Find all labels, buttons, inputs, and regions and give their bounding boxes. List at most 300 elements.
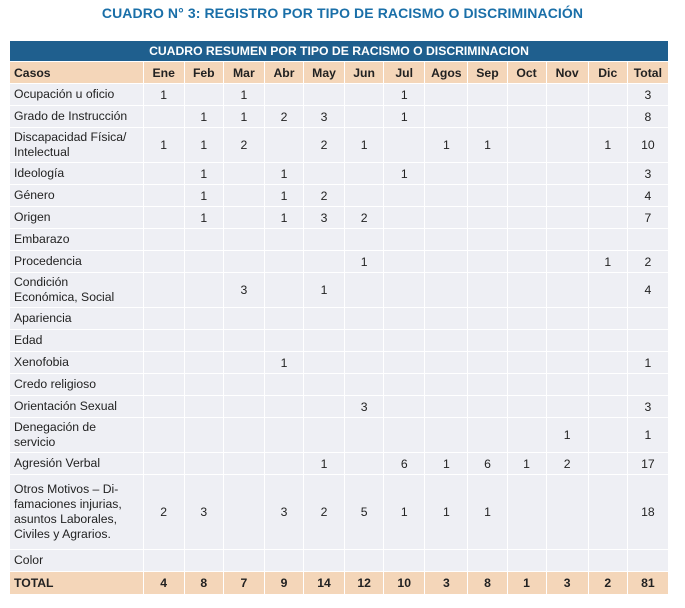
month-cell: 1 (588, 128, 627, 163)
row-total-cell: 2 (627, 251, 668, 273)
month-cell (468, 106, 507, 128)
month-cell (184, 84, 223, 106)
grand-total-cell: 81 (627, 572, 668, 595)
month-cell: 1 (468, 128, 507, 163)
month-cell (468, 229, 507, 251)
table-row (10, 163, 669, 185)
month-cell (425, 106, 468, 128)
table-row (10, 453, 669, 475)
header-row (10, 62, 669, 84)
row-label: Ideología (10, 163, 144, 185)
total-cell: 4 (143, 572, 184, 595)
month-cell (384, 273, 425, 308)
month-cell (223, 308, 264, 330)
month-cell (223, 251, 264, 273)
month-cell (507, 550, 546, 572)
month-cell (384, 229, 425, 251)
total-cell: 3 (425, 572, 468, 595)
row-label: Embarazo (10, 229, 144, 251)
month-cell (184, 308, 223, 330)
month-cell: 1 (184, 207, 223, 229)
month-cell (184, 273, 223, 308)
table-row (10, 84, 669, 106)
row-label: Discapacidad Física/ Intelectual (10, 128, 144, 163)
table-row (10, 106, 669, 128)
month-cell (345, 352, 384, 374)
month-cell (468, 273, 507, 308)
month-cell (303, 251, 344, 273)
month-cell (384, 418, 425, 453)
month-cell: 3 (264, 475, 303, 550)
month-cell (184, 418, 223, 453)
month-cell (303, 163, 344, 185)
month-cell (507, 374, 546, 396)
month-cell: 1 (384, 475, 425, 550)
row-total-cell: 3 (627, 396, 668, 418)
month-cell: 2 (143, 475, 184, 550)
month-cell: 1 (384, 106, 425, 128)
month-cell (588, 396, 627, 418)
month-cell (384, 396, 425, 418)
month-cell (546, 475, 588, 550)
month-cell (425, 207, 468, 229)
row-label: Apariencia (10, 308, 144, 330)
column-header: Dic (588, 62, 627, 84)
month-cell (546, 84, 588, 106)
month-cell (588, 308, 627, 330)
month-cell: 1 (588, 251, 627, 273)
month-cell: 6 (468, 453, 507, 475)
month-cell: 1 (264, 352, 303, 374)
table-row (10, 128, 669, 163)
row-total-cell: 7 (627, 207, 668, 229)
month-cell (223, 475, 264, 550)
month-cell (507, 128, 546, 163)
month-cell (468, 251, 507, 273)
month-cell (384, 330, 425, 352)
month-cell (384, 352, 425, 374)
month-cell (303, 396, 344, 418)
month-cell (507, 185, 546, 207)
row-total-cell: 18 (627, 475, 668, 550)
row-total-cell (627, 308, 668, 330)
table-row (10, 229, 669, 251)
total-cell: 8 (184, 572, 223, 595)
month-cell (184, 251, 223, 273)
month-cell: 1 (184, 128, 223, 163)
month-cell (345, 84, 384, 106)
month-cell (507, 273, 546, 308)
month-cell (425, 84, 468, 106)
month-cell: 1 (384, 163, 425, 185)
month-cell (184, 352, 223, 374)
month-cell (384, 308, 425, 330)
month-cell (507, 163, 546, 185)
total-cell: 9 (264, 572, 303, 595)
month-cell (384, 374, 425, 396)
month-cell (143, 273, 184, 308)
month-cell: 1 (345, 128, 384, 163)
summary-table (9, 40, 669, 595)
month-cell (184, 374, 223, 396)
column-header: Jun (345, 62, 384, 84)
column-header: Feb (184, 62, 223, 84)
row-total-cell (627, 374, 668, 396)
month-cell (345, 453, 384, 475)
month-cell (143, 374, 184, 396)
row-total-cell (627, 330, 668, 352)
month-cell: 1 (184, 185, 223, 207)
total-row (10, 572, 669, 595)
column-header-casos: Casos (10, 62, 144, 84)
month-cell (143, 207, 184, 229)
month-cell (223, 374, 264, 396)
total-cell: 7 (223, 572, 264, 595)
row-label: Origen (10, 207, 144, 229)
month-cell: 6 (384, 453, 425, 475)
month-cell: 1 (303, 273, 344, 308)
month-cell (143, 550, 184, 572)
table-row (10, 308, 669, 330)
column-header: Total (627, 62, 668, 84)
row-label: Color (10, 550, 144, 572)
month-cell: 1 (345, 251, 384, 273)
month-cell: 1 (425, 128, 468, 163)
row-label: Edad (10, 330, 144, 352)
month-cell: 1 (384, 84, 425, 106)
month-cell (264, 330, 303, 352)
month-cell (223, 185, 264, 207)
month-cell (143, 396, 184, 418)
row-total-cell: 3 (627, 84, 668, 106)
month-cell (588, 185, 627, 207)
month-cell (425, 308, 468, 330)
table-row (10, 352, 669, 374)
month-cell (588, 273, 627, 308)
table-row (10, 550, 669, 572)
row-total-cell: 17 (627, 453, 668, 475)
month-cell (143, 330, 184, 352)
month-cell: 1 (184, 163, 223, 185)
month-cell (143, 308, 184, 330)
month-cell (184, 453, 223, 475)
month-cell: 1 (507, 453, 546, 475)
month-cell (546, 207, 588, 229)
table-row (10, 185, 669, 207)
table-row (10, 251, 669, 273)
month-cell (546, 273, 588, 308)
month-cell (264, 251, 303, 273)
month-cell (143, 106, 184, 128)
month-cell (303, 84, 344, 106)
month-cell: 1 (143, 128, 184, 163)
month-cell (223, 396, 264, 418)
month-cell (345, 185, 384, 207)
row-label: Otros Motivos – Di- famaciones injurias, asuntos Laborales, Civiles y Agrarios. (10, 475, 144, 550)
month-cell (425, 229, 468, 251)
month-cell (546, 128, 588, 163)
month-cell (588, 330, 627, 352)
table-body (10, 84, 669, 572)
month-cell (384, 128, 425, 163)
month-cell (264, 418, 303, 453)
month-cell (384, 185, 425, 207)
table-row (10, 374, 669, 396)
column-header: Ene (143, 62, 184, 84)
total-cell: 2 (588, 572, 627, 595)
month-cell: 2 (546, 453, 588, 475)
month-cell: 2 (223, 128, 264, 163)
row-total-cell: 10 (627, 128, 668, 163)
month-cell: 5 (345, 475, 384, 550)
month-cell: 3 (345, 396, 384, 418)
month-cell (468, 84, 507, 106)
month-cell (303, 374, 344, 396)
month-cell (303, 229, 344, 251)
month-cell (507, 418, 546, 453)
month-cell (264, 128, 303, 163)
month-cell (546, 352, 588, 374)
month-cell: 1 (223, 84, 264, 106)
month-cell (507, 84, 546, 106)
month-cell (588, 453, 627, 475)
month-cell (507, 207, 546, 229)
month-cell (384, 550, 425, 572)
row-label: Agresión Verbal (10, 453, 144, 475)
month-cell (468, 163, 507, 185)
total-cell: 10 (384, 572, 425, 595)
month-cell: 1 (425, 475, 468, 550)
month-cell (507, 229, 546, 251)
month-cell: 2 (303, 475, 344, 550)
month-cell (425, 352, 468, 374)
row-label: Grado de Instrucción (10, 106, 144, 128)
month-cell: 1 (546, 418, 588, 453)
column-header: Agos (425, 62, 468, 84)
month-cell: 3 (303, 106, 344, 128)
table-row (10, 475, 669, 550)
month-cell (184, 229, 223, 251)
column-header: May (303, 62, 344, 84)
month-cell (546, 106, 588, 128)
row-label: Género (10, 185, 144, 207)
month-cell (546, 251, 588, 273)
row-total-cell: 8 (627, 106, 668, 128)
month-cell (588, 374, 627, 396)
month-cell: 1 (143, 84, 184, 106)
month-cell (264, 550, 303, 572)
table-row (10, 396, 669, 418)
column-header: Oct (507, 62, 546, 84)
month-cell: 2 (303, 128, 344, 163)
month-cell (264, 374, 303, 396)
month-cell (468, 418, 507, 453)
row-label: Xenofobia (10, 352, 144, 374)
row-total-cell: 3 (627, 163, 668, 185)
total-label: TOTAL (10, 572, 144, 595)
month-cell (303, 418, 344, 453)
total-cell: 8 (468, 572, 507, 595)
month-cell (588, 418, 627, 453)
month-cell (303, 308, 344, 330)
month-cell (425, 374, 468, 396)
table-row (10, 330, 669, 352)
month-cell (546, 374, 588, 396)
month-cell (468, 308, 507, 330)
row-total-cell: 4 (627, 273, 668, 308)
month-cell (384, 207, 425, 229)
table-row (10, 273, 669, 308)
month-cell (345, 374, 384, 396)
row-label: Ocupación u oficio (10, 84, 144, 106)
month-cell: 3 (223, 273, 264, 308)
month-cell: 3 (184, 475, 223, 550)
month-cell (507, 330, 546, 352)
month-cell (546, 330, 588, 352)
month-cell (143, 418, 184, 453)
month-cell: 1 (223, 106, 264, 128)
row-total-cell: 1 (627, 352, 668, 374)
month-cell: 2 (303, 185, 344, 207)
total-cell: 1 (507, 572, 546, 595)
month-cell (264, 396, 303, 418)
month-cell: 1 (264, 207, 303, 229)
row-label: Credo religioso (10, 374, 144, 396)
month-cell (588, 229, 627, 251)
column-header: Nov (546, 62, 588, 84)
month-cell (588, 352, 627, 374)
row-total-cell: 4 (627, 185, 668, 207)
month-cell (223, 330, 264, 352)
month-cell (468, 330, 507, 352)
month-cell (546, 163, 588, 185)
month-cell (345, 308, 384, 330)
month-cell (507, 308, 546, 330)
table-caption: CUADRO RESUMEN POR TIPO DE RACISMO O DISCRIMINACION (10, 41, 669, 62)
month-cell (223, 453, 264, 475)
month-cell (345, 550, 384, 572)
month-cell (223, 418, 264, 453)
row-label: Orientación Sexual (10, 396, 144, 418)
month-cell (468, 374, 507, 396)
month-cell (468, 207, 507, 229)
column-header: Jul (384, 62, 425, 84)
month-cell (507, 352, 546, 374)
month-cell (507, 106, 546, 128)
row-label: Denegación de servicio (10, 418, 144, 453)
month-cell (143, 251, 184, 273)
row-label: Procedencia (10, 251, 144, 273)
month-cell: 1 (425, 453, 468, 475)
month-cell (425, 550, 468, 572)
month-cell (223, 207, 264, 229)
month-cell: 2 (345, 207, 384, 229)
column-header: Mar (223, 62, 264, 84)
month-cell (223, 550, 264, 572)
month-cell (468, 352, 507, 374)
month-cell (588, 550, 627, 572)
month-cell (345, 330, 384, 352)
month-cell (143, 163, 184, 185)
month-cell (223, 352, 264, 374)
month-cell (546, 550, 588, 572)
month-cell (468, 550, 507, 572)
table-row (10, 207, 669, 229)
row-total-cell (627, 229, 668, 251)
total-cell: 14 (303, 572, 344, 595)
month-cell (184, 330, 223, 352)
table-row (10, 418, 669, 453)
row-total-cell: 1 (627, 418, 668, 453)
month-cell (425, 396, 468, 418)
month-cell (264, 308, 303, 330)
month-cell (507, 396, 546, 418)
month-cell (303, 352, 344, 374)
month-cell (264, 273, 303, 308)
month-cell (546, 185, 588, 207)
month-cell (588, 475, 627, 550)
total-cell: 12 (345, 572, 384, 595)
month-cell (546, 396, 588, 418)
month-cell (425, 163, 468, 185)
month-cell (468, 185, 507, 207)
month-cell (143, 352, 184, 374)
month-cell: 1 (303, 453, 344, 475)
month-cell (546, 308, 588, 330)
month-cell (345, 418, 384, 453)
month-cell (425, 251, 468, 273)
month-cell (143, 453, 184, 475)
month-cell (143, 229, 184, 251)
month-cell: 1 (184, 106, 223, 128)
month-cell (143, 185, 184, 207)
month-cell: 2 (264, 106, 303, 128)
month-cell (425, 185, 468, 207)
month-cell (546, 229, 588, 251)
month-cell (468, 396, 507, 418)
month-cell: 1 (468, 475, 507, 550)
month-cell (303, 330, 344, 352)
total-cell: 3 (546, 572, 588, 595)
month-cell (184, 396, 223, 418)
column-header: Abr (264, 62, 303, 84)
month-cell (425, 330, 468, 352)
row-label: Condición Económica, Social (10, 273, 144, 308)
month-cell (425, 273, 468, 308)
month-cell (303, 550, 344, 572)
month-cell (264, 229, 303, 251)
month-cell (264, 453, 303, 475)
month-cell (507, 475, 546, 550)
month-cell: 1 (264, 163, 303, 185)
month-cell (384, 251, 425, 273)
month-cell (588, 84, 627, 106)
month-cell (223, 229, 264, 251)
month-cell (184, 550, 223, 572)
page-title: CUADRO N° 3: REGISTRO POR TIPO DE RACISMO O DISCRIMINACIÓN (101, 5, 584, 21)
month-cell (345, 163, 384, 185)
month-cell: 3 (303, 207, 344, 229)
month-cell (345, 273, 384, 308)
month-cell: 1 (264, 185, 303, 207)
month-cell (223, 163, 264, 185)
month-cell (425, 418, 468, 453)
month-cell (588, 207, 627, 229)
row-total-cell (627, 550, 668, 572)
month-cell (264, 84, 303, 106)
month-cell (588, 163, 627, 185)
month-cell (345, 106, 384, 128)
